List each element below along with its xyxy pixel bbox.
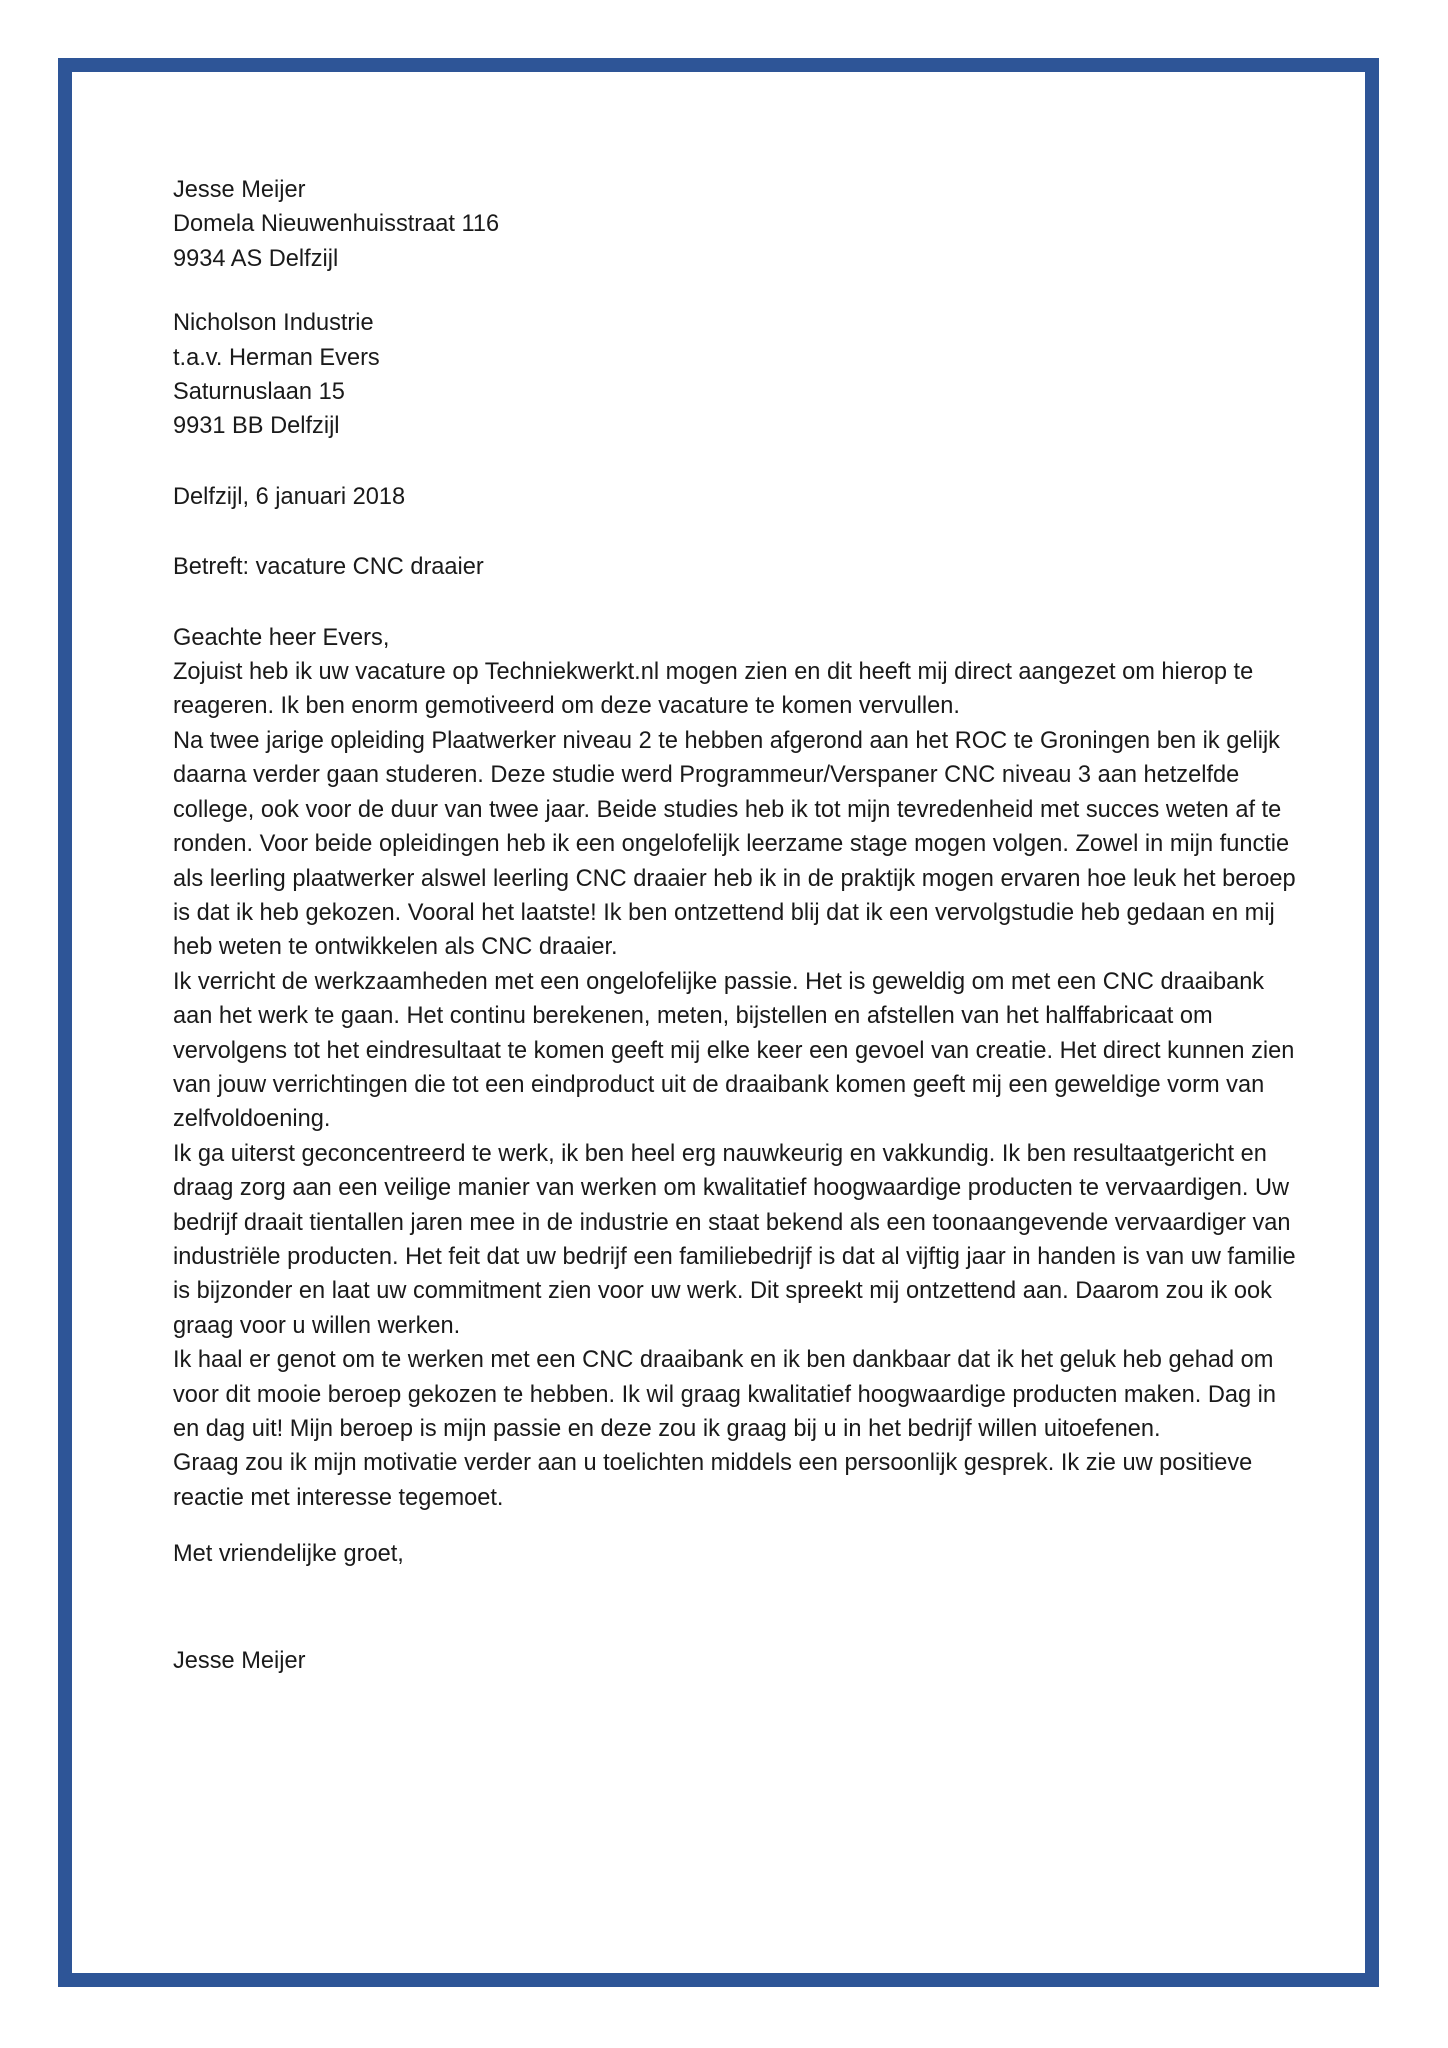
- closing: Met vriendelijke groet,: [173, 1541, 404, 1568]
- salutation: Geachte heer Evers,: [173, 624, 390, 651]
- sender-address: [173, 173, 1303, 276]
- subject-line: Betreft: vacature CNC draaier: [173, 554, 484, 581]
- recipient-address: [173, 306, 1303, 444]
- sender-street: Domela Nieuwenhuisstraat 116: [173, 211, 500, 238]
- paragraph: Na twee jarige opleiding Plaatwerker niveau 2 te hebben afgerond aan het ROC te Groningen ben ik gelijk daarna verder gaan studeren. Deze studie werd Programmeur/Verspaner CNC niveau 3 aan hetzelfde college, ook voor de duur van twee jaar. Beide studies heb ik tot mijn tevredenheid met succes weten af te ronden. Voor beide opleidingen heb ik een ongelofelijk leerzame stage mogen volgen. Zowel in mijn functie als leerling plaatwerker alswel leerling CNC draaier heb ik in de praktijk mogen ervaren hoe leuk het beroep is dat ik heb gekozen. Vooral het laatste! Ik ben ontzettend blij dat ik een vervolgstudie heb gedaan en mij heb weten te ontwikkelen als CNC draaier.: [173, 727, 1296, 961]
- signature-name: Jesse Meijer: [173, 1647, 306, 1674]
- paragraph: Ik ga uiterst geconcentreerd te werk, ik ben heel erg nauwkeurig en vakkundig. Ik ben resultaatgericht en draag zorg aan een veilige manier van werken om kwalitatief hoogwaardige producten te vervaardigen. Uw bedrijf draait tientallen jaren mee in de industrie en staat bekend als een toonaangevende vervaardiger van industriële producten. Het feit dat uw bedrijf een familiebedrijf is dat al vijftig jaar in handen is van uw familie is bijzonder en laat uw commitment zien voor uw werk. Dit spreekt mij ontzettend aan. Daarom zou ik ook graag voor u willen werken.: [173, 1140, 1296, 1339]
- recipient-street: Saturnuslaan 15: [173, 379, 345, 406]
- recipient-company: Nicholson Industrie: [173, 310, 374, 337]
- date-line: Delfzijl, 6 januari 2018: [173, 483, 406, 510]
- paragraph: Zojuist heb ik uw vacature op Techniekwerkt.nl mogen zien en dit heeft mij direct aangezet om hierop te reageren. Ik ben enorm gemotiveerd om deze vacature te komen vervullen.: [173, 659, 1254, 720]
- paragraph: Ik verricht de werkzaamheden met een ongelofelijke passie. Het is geweldig om met een CNC draaibank aan het werk te gaan. Het continu berekenen, meten, bijstellen en afstellen van het halffabricaat om vervolgens tot het eindresultaat te komen geeft mij elke keer een gevoel van creatie. Het direct kunnen zien van jouw verrichtingen die tot een eindproduct uit de draaibank komen geeft mij een geweldige vorm van zelfvoldoening.: [173, 968, 1295, 1133]
- recipient-postal-city: 9931 BB Delfzijl: [173, 413, 340, 440]
- letter-body: [173, 173, 1303, 1678]
- recipient-attention: t.a.v. Herman Evers: [173, 344, 380, 371]
- paragraph: Ik haal er genot om te werken met een CNC draaibank en ik ben dankbaar dat ik het geluk heb gehad om voor dit mooie beroep gekozen te hebben. Ik wil graag kwalitatief hoogwaardige producten maken. Dag in en dag uit! Mijn beroep is mijn passie en deze zou ik graag bij u in het bedrijf willen uitoefenen.: [173, 1347, 1277, 1442]
- paragraph: Graag zou ik mijn motivatie verder aan u toelichten middels een persoonlijk gesprek. Ik zie uw positieve reactie met interesse tegemoet.: [173, 1450, 1253, 1511]
- sender-name: Jesse Meijer: [173, 177, 306, 203]
- sender-postal-city: 9934 AS Delfzijl: [173, 245, 339, 272]
